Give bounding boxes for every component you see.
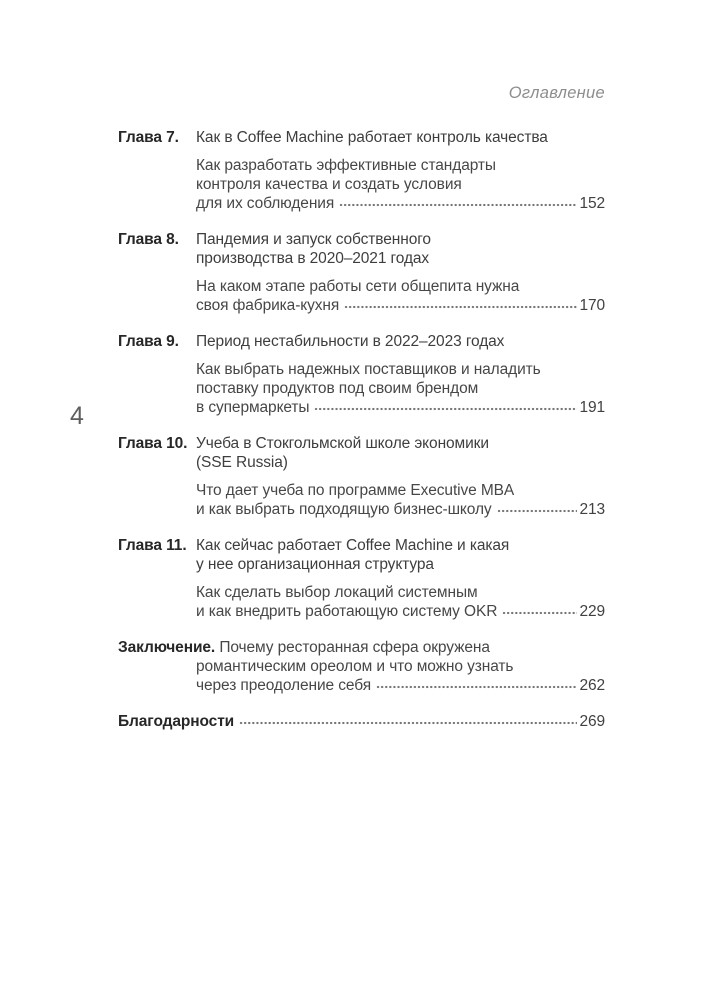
chapter-subtitle-endline bbox=[196, 296, 605, 315]
conclusion-line: через преодоление себя bbox=[196, 677, 371, 694]
toc-entry-chapter-7 bbox=[118, 128, 605, 213]
chapter-subtitle-line: и как внедрить работающую систему OKR bbox=[196, 603, 498, 620]
page-number-ref: 262 bbox=[579, 677, 605, 694]
margin-page-number: 4 bbox=[70, 402, 84, 430]
chapter-title bbox=[196, 230, 605, 268]
chapter-title-line: Пандемия и запуск собственного bbox=[196, 231, 431, 248]
page-number-ref: 213 bbox=[579, 501, 605, 518]
chapter-subtitle-line: Как сделать выбор локаций системным bbox=[196, 584, 478, 601]
chapter-title-line: Учеба в Стокгольмской школе экономики bbox=[196, 435, 489, 452]
chapter-label: Глава 7. bbox=[118, 129, 179, 146]
toc-entry-conclusion bbox=[118, 638, 605, 695]
conclusion-label: Заключение. bbox=[118, 639, 216, 656]
chapter-subtitle-line: поставку продуктов под своим брендом bbox=[196, 380, 479, 397]
chapter-title-line: Как сейчас работает Coffee Machine и какая bbox=[196, 537, 510, 554]
chapter-subtitle-line: для их соблюдения bbox=[196, 195, 335, 212]
chapter-subtitle bbox=[196, 156, 605, 213]
chapter-title bbox=[196, 128, 605, 147]
chapter-label: Глава 8. bbox=[118, 231, 179, 248]
dot-leader bbox=[497, 507, 578, 515]
chapter-subtitle bbox=[196, 583, 605, 621]
toc-entry-chapter-10 bbox=[118, 434, 605, 519]
acknowledgments-label: Благодарности bbox=[118, 713, 235, 730]
page-number-ref: 269 bbox=[579, 713, 605, 730]
chapter-subtitle-line: Как выбрать надежных поставщиков и наладить bbox=[196, 361, 541, 378]
dot-leader bbox=[314, 405, 577, 413]
chapter-title-line: (SSE Russia) bbox=[196, 454, 288, 471]
chapter-subtitle-line: контроля качества и создать условия bbox=[196, 176, 462, 193]
toc-entry-chapter-11 bbox=[118, 536, 605, 621]
chapter-subtitle-endline bbox=[196, 194, 605, 213]
chapter-title-line: производства в 2020–2021 годах bbox=[196, 250, 430, 267]
toc-entry-chapter-8 bbox=[118, 230, 605, 315]
chapter-label: Глава 9. bbox=[118, 333, 179, 350]
chapter-subtitle-line: На каком этапе работы сети общепита нужна bbox=[196, 278, 520, 295]
page-number-ref: 170 bbox=[579, 297, 605, 314]
page-number-ref: 152 bbox=[579, 195, 605, 212]
chapter-subtitle-line: своя фабрика-кухня bbox=[196, 297, 340, 314]
chapter-title-line: Период нестабильности в 2022–2023 годах bbox=[196, 333, 505, 350]
dot-leader bbox=[344, 303, 577, 311]
page-number-ref: 229 bbox=[579, 603, 605, 620]
chapter-subtitle bbox=[196, 277, 605, 315]
toc-entry-acknowledgments bbox=[118, 712, 605, 731]
chapter-subtitle-endline bbox=[196, 500, 605, 519]
chapter-subtitle-line: Как разработать эффективные стандарты bbox=[196, 157, 496, 174]
chapter-title bbox=[196, 434, 605, 472]
chapter-label: Глава 10. bbox=[118, 435, 188, 452]
dot-leader bbox=[239, 719, 577, 727]
chapter-title bbox=[196, 536, 605, 574]
chapter-subtitle bbox=[196, 481, 605, 519]
conclusion-line: романтическим ореолом и что можно узнать bbox=[196, 658, 514, 675]
toc-header: Оглавление bbox=[508, 84, 605, 102]
chapter-subtitle-line: и как выбрать подходящую бизнес-школу bbox=[196, 501, 492, 518]
dot-leader bbox=[376, 683, 577, 691]
conclusion-first-line bbox=[118, 638, 605, 657]
chapter-subtitle-line: в супермаркеты bbox=[196, 399, 310, 416]
chapter-subtitle-line: Что дает учеба по программе Executive MBA bbox=[196, 482, 515, 499]
conclusion-endline bbox=[118, 676, 605, 695]
dot-leader bbox=[339, 201, 577, 209]
chapter-title bbox=[196, 332, 605, 351]
page-number-ref: 191 bbox=[579, 399, 605, 416]
toc-content bbox=[118, 128, 605, 731]
chapter-title-line: у нее организационная структура bbox=[196, 556, 434, 573]
chapter-label: Глава 11. bbox=[118, 537, 187, 554]
toc-entry-chapter-9 bbox=[118, 332, 605, 417]
conclusion-text: Почему ресторанная сфера окружена bbox=[219, 639, 490, 656]
chapter-subtitle-endline bbox=[196, 602, 605, 621]
chapter-subtitle-endline bbox=[196, 398, 605, 417]
dot-leader bbox=[502, 609, 577, 617]
chapter-title-line: Как в Coffee Machine работает контроль качества bbox=[196, 129, 548, 146]
chapter-subtitle bbox=[196, 360, 605, 417]
